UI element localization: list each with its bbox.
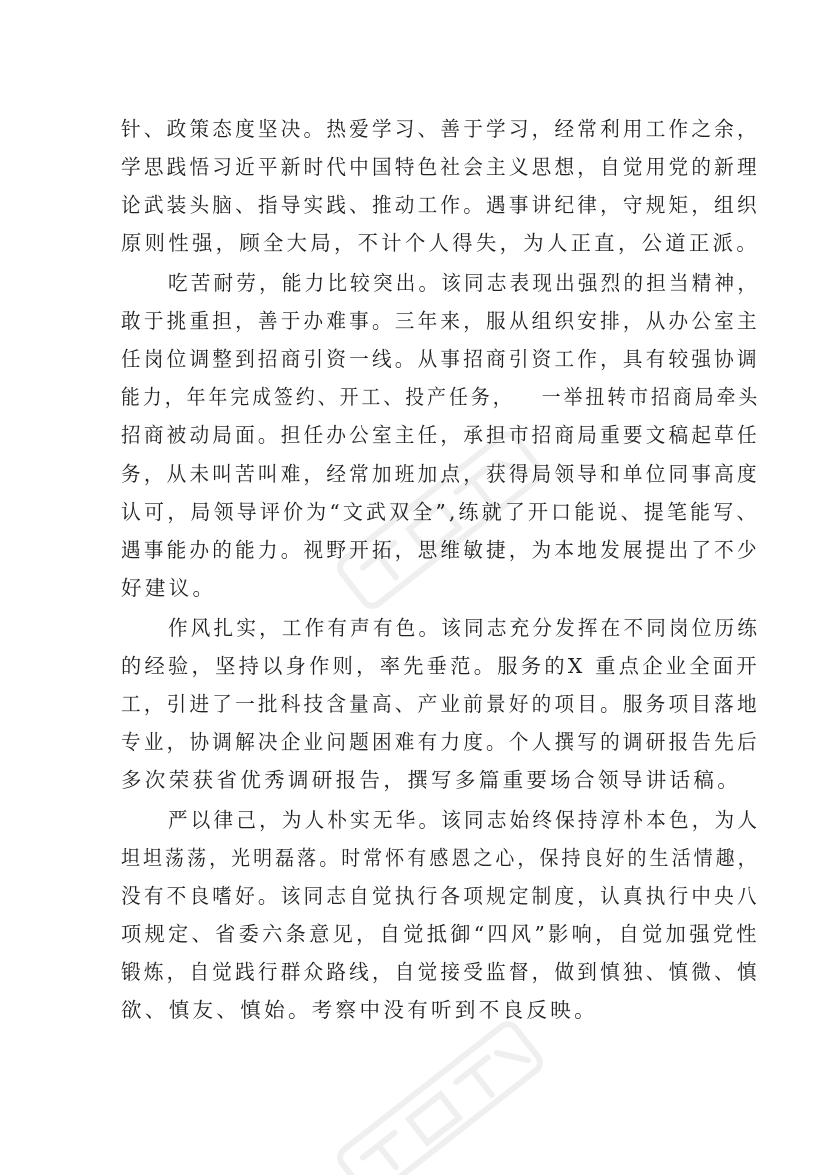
text-line: 工，引进了一批科技含量高、产业前景好的项目。服务项目落地 (121, 692, 760, 716)
text-line: 坦坦荡荡，光明磊落。时常怀有感恩之心，保持良好的生活情趣， (121, 846, 760, 870)
text-line: 锻炼，自觉践行群众路线，自觉接受监督，做到慎独、慎微、慎 (121, 960, 760, 984)
text-line: 务，从未叫苦叫难，经常加班加点，获得局领导和单位同事高度 (121, 462, 760, 486)
text-line: 项规定、省委六条意见，自觉抵御“四风”影响，自觉加强党性 (121, 922, 760, 946)
paragraph-first-line: 严以律己，为人朴实无华。该同志始终保持淳朴本色，为人 (168, 808, 761, 832)
paragraph-first-line: 吃苦耐劳，能力比较突出。该同志表现出强烈的担当精神， (168, 271, 761, 295)
text-line: 认可，局领导评价为“文武双全”,练就了开口能说、提笔能写、 (121, 500, 760, 524)
text-line: 任岗位调整到招商引资一线。从事招商引资工作，具有较强协调 (121, 347, 760, 371)
text-line: 论武装头脑、指导实践、推动工作。遇事讲纪律，守规矩，组织 (121, 193, 760, 217)
text-line: 能力，年年完成签约、开工、投产任务， 一举扭转市招商局牵头 (121, 385, 761, 409)
text-line: 原则性强，顾全大局，不计个人得失，为人正直，公道正派。 (121, 231, 760, 255)
text-line: 没有不良嗜好。该同志自觉执行各项规定制度，认真执行中央八 (121, 884, 760, 908)
text-line: 遇事能办的能力。视野开拓，思维敏捷，为本地发展提出了不少 (121, 538, 760, 562)
paragraph-first-line: 作风扎实，工作有声有色。该同志充分发挥在不同岗位历练 (168, 616, 761, 640)
text-line: 专业，协调解决企业问题困难有力度。个人撰写的调研报告先后 (121, 730, 760, 754)
text-line: 的经验，坚持以身作则，率先垂范。服务的X 重点企业全面开 (121, 654, 760, 678)
text-line: 针、政策态度坚决。热爱学习、善于学习，经常利用工作之余， (121, 117, 760, 141)
text-line: 学思践悟习近平新时代中国特色社会主义思想，自觉用党的新理 (121, 155, 760, 179)
text-line: 敢于挑重担，善于办难事。三年来，服从组织安排，从办公室主 (121, 309, 760, 333)
text-line: 欲、慎友、慎始。考察中没有听到不良反映。 (121, 998, 598, 1022)
text-line: 招商被动局面。担任办公室主任，承担市招商局重要文稿起草任 (121, 423, 760, 447)
text-line: 好建议。 (121, 576, 217, 600)
text-line: 多次荣获省优秀调研报告，撰写多篇重要场合领导讲话稿。 (121, 768, 742, 792)
